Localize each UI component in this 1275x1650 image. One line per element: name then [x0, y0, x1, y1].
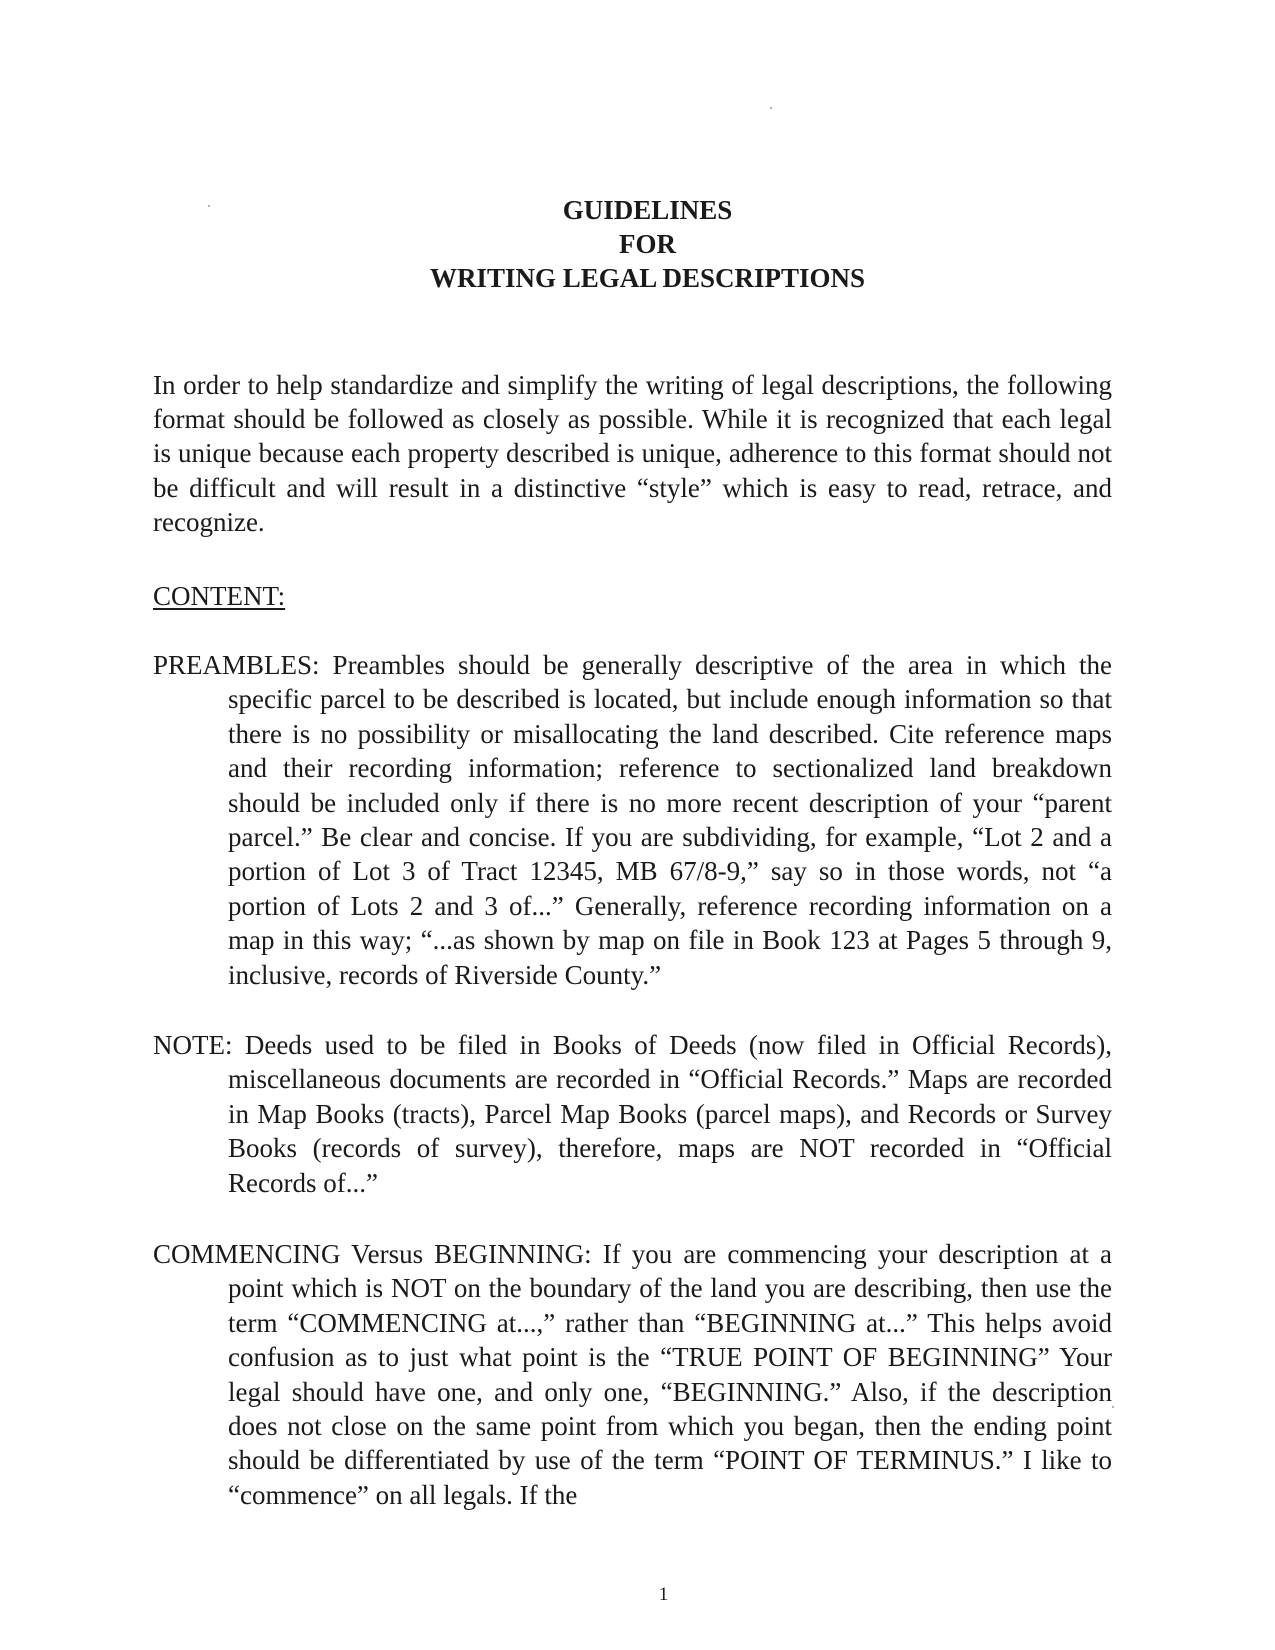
preambles-paragraph: PREAMBLES: Preambles should be generally descriptive of the area in which the specific parcel to be described is located, but include enough information so that there is no possibility or misallocating the land described. Cite reference maps and their recording information; reference to sectionalized land breakdown should be included only if there is no more recent description of your “parent parcel.” Be clear and concise. If you are subdividing, for example, “Lot 2 and a portion of Lot 3 of Tract 12345, MB 67/8-9,” say so in those words, not “a portion of Lots 2 and 3 of...” Generally, reference recording information on a map in this way; “...as shown by map on file in Book 123 at Pages 5 through 9, inclusive, records of Riverside County.”: [153, 650, 1112, 990]
document-title: [0, 193, 1275, 295]
commencing-paragraph: COMMENCING Versus BEGINNING: If you are commencing your description at a point which is NOT on the boundary of the land you are describing, then use the term “COMMENCING at...,” rather than “BEGINNING at...” This helps avoid confusion as to just what point is the “TRUE POINT OF BEGINNING” Your legal should have one, and only one, “BEGINNING.” Also, if the description does not close on the same point from which you began, then the ending point should be differentiated by use of the term “POINT OF TERMINUS.” I like to “commence” on all legals. If the: [153, 1239, 1112, 1510]
title-line-1: GUIDELINES: [562, 195, 733, 225]
intro-paragraph: In order to help standardize and simplify the writing of legal descriptions, the following format should be followed as closely as possible. While it is recognized that each legal is unique because each property described is unique, adherence to this format should not be difficult and will result in a distinctive “style” which is easy to read, retrace, and recognize.: [153, 370, 1112, 537]
scan-speck: [1112, 1406, 1114, 1408]
scan-speck: [770, 107, 772, 109]
title-line-3: WRITING LEGAL DESCRIPTIONS: [429, 263, 866, 293]
scan-speck: [208, 205, 210, 207]
title-line-2: FOR: [619, 229, 676, 259]
note-paragraph: NOTE: Deeds used to be filed in Books of Deeds (now filed in Official Records), miscellaneous documents are recorded in “Official Records.” Maps are recorded in Map Books (tracts), Parcel Map Books (parcel maps), and Records or Survey Books (records of survey), therefore, maps are NOT recorded in “Official Records of...”: [153, 1030, 1112, 1198]
page-number: 1: [658, 1584, 669, 1605]
content-heading: CONTENT:: [153, 581, 286, 611]
